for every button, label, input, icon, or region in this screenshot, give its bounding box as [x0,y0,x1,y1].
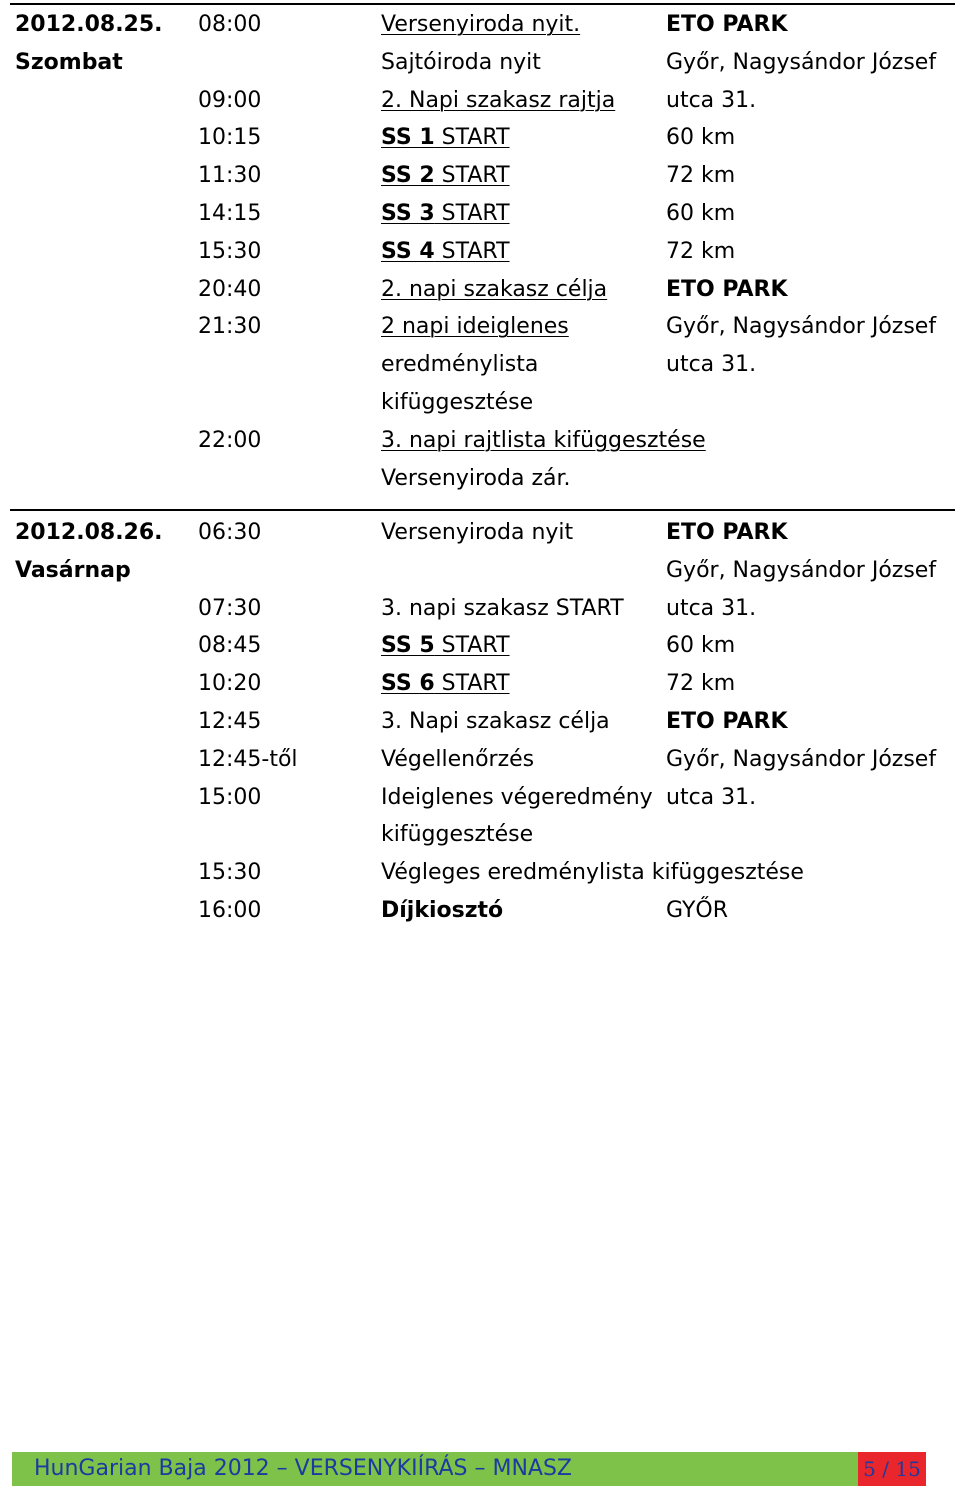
event-description: kifüggesztése [381,390,534,415]
stage-label: START [434,201,510,226]
special-stage-start [381,163,510,189]
special-stage-start [381,671,510,697]
special-stage-start [381,201,510,227]
special-stage-start [381,633,510,659]
event-location: ETO PARK [666,276,788,302]
stage-label: START [434,671,510,697]
event-time: 15:30 [198,238,262,264]
footer-title: HunGarian Baja 2012 – VERSENYKIÍRÁS – MNASZ [34,1456,572,1481]
event-location: utca 31. [666,87,757,113]
event-description: 3. napi rajtlista kifüggesztése [381,427,706,453]
event-location: GYŐR [666,898,728,923]
event-description: Díjkiosztó [381,898,504,923]
event-description: Versenyiroda nyit [381,520,574,545]
stage-code: SS 1 [381,125,435,151]
stage-code: SS 2 [381,163,435,189]
day-weekday: Vasárnap [15,557,131,583]
event-description: Versenyiroda nyit. [381,12,581,37]
special-stage-start [381,239,510,265]
section-divider [10,509,955,511]
event-location: Győr, Nagysándor József [666,557,937,583]
stage-code: SS 6 [381,671,435,697]
event-time: 20:40 [198,276,262,302]
event-description: 2. napi szakasz célja [381,276,608,302]
event-time: 08:45 [198,633,262,659]
event-description: 3. napi szakasz START [381,595,624,621]
event-location: 60 km [666,201,736,226]
page-footer [12,1452,924,1486]
day-date: 2012.08.26. [15,520,163,545]
event-description: Ideiglenes végeredmény [381,784,653,810]
event-time: 11:30 [198,163,262,189]
event-location: ETO PARK [666,520,788,545]
stage-label: START [434,125,510,151]
event-time: 15:00 [198,784,262,810]
stage-code: SS 4 [381,238,435,264]
event-description: Végleges eredménylista kifüggesztése [381,860,804,886]
stage-label: START [434,633,510,659]
event-location: Győr, Nagysándor József [666,314,937,340]
event-time: 15:30 [198,860,262,886]
event-description: Versenyiroda zár. [381,465,571,491]
event-time: 07:30 [198,595,262,621]
section-divider [10,3,955,5]
event-time: 08:00 [198,12,262,37]
stage-code: SS 5 [381,633,435,659]
event-location: 60 km [666,633,736,659]
event-time: 16:00 [198,898,262,923]
event-time: 12:45 [198,709,262,734]
event-description: Végellenőrzés [381,746,535,772]
event-time: 22:00 [198,427,262,453]
event-time: 09:00 [198,87,262,113]
day-weekday: Szombat [15,49,123,75]
event-location: utca 31. [666,352,757,378]
event-description: 3. Napi szakasz célja [381,709,610,734]
stage-code: SS 3 [381,201,435,226]
event-location: 60 km [666,125,736,151]
event-description: 2 napi ideiglenes [381,314,569,340]
special-stage-start [381,125,510,151]
event-location: Győr, Nagysándor József [666,746,937,772]
stage-label: START [434,163,510,189]
event-location: utca 31. [666,784,757,810]
event-location: ETO PARK [666,709,788,734]
event-time: 10:15 [198,125,262,151]
event-location: ETO PARK [666,12,788,37]
event-location: 72 km [666,238,736,264]
event-description: kifüggesztése [381,822,534,848]
event-location: 72 km [666,163,736,189]
day-date: 2012.08.25. [15,12,163,37]
event-time: 06:30 [198,520,262,545]
event-time: 14:15 [198,201,262,226]
event-description: eredménylista [381,352,539,378]
event-description: Sajtóiroda nyit [381,49,541,75]
page-number: 5 / 15 [858,1452,926,1486]
event-location: 72 km [666,671,736,697]
event-description: 2. Napi szakasz rajtja [381,87,616,113]
stage-label: START [434,238,510,264]
event-location: Győr, Nagysándor József [666,49,937,75]
event-time: 21:30 [198,314,262,340]
event-time: 10:20 [198,671,262,697]
event-location: utca 31. [666,595,757,621]
event-time: 12:45-től [198,746,298,772]
